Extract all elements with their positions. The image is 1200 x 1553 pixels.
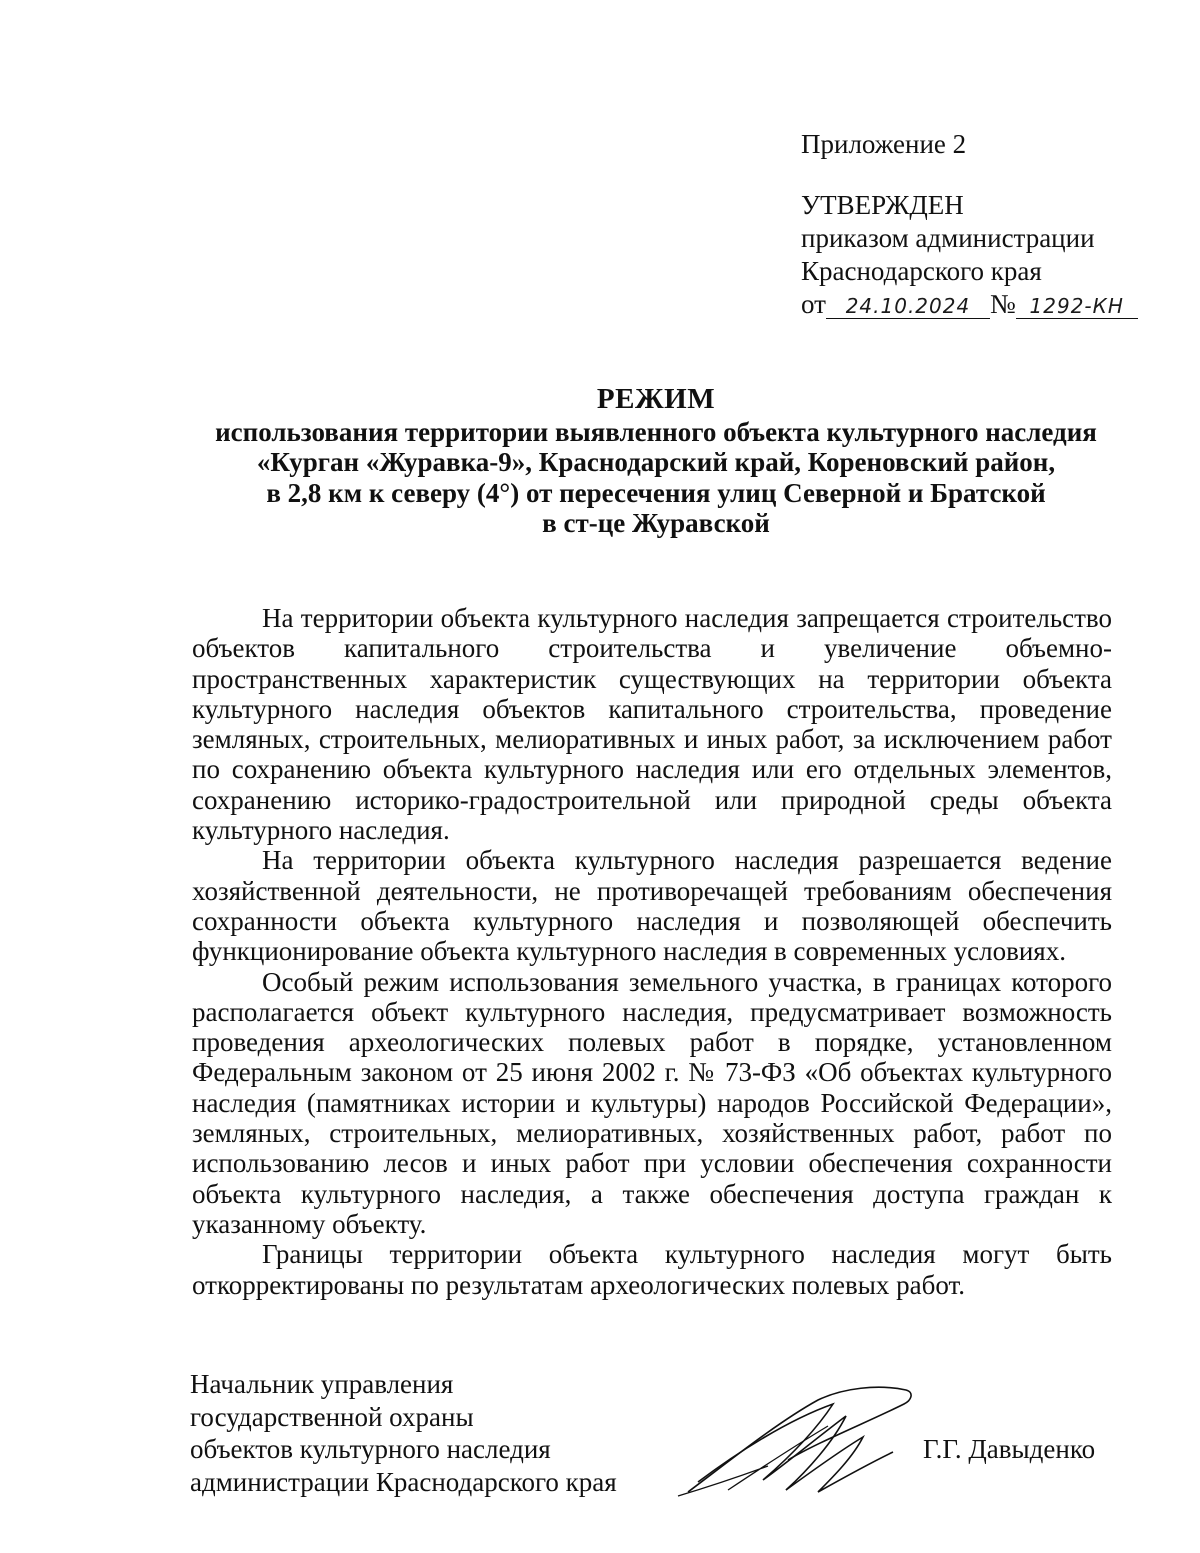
- approval-stamp-block: [801, 128, 1161, 321]
- paragraph-boundaries: Границы территории объекта культурного наследия могут быть откорректированы по результатам археологических полевых работ.: [192, 1239, 1112, 1300]
- order-date-number-line: [801, 288, 1161, 321]
- paragraph-prohibitions: На территории объекта культурного наследия запрещается строительство объектов капитального строительства и увеличение объемно-пространственных характеристик существующих на территории объекта культурного наследия объектов капитального строительства, проведение земляных, строительных, мелиоративных и иных работ, за исключением работ по сохранению объекта культурного наследия или его отдельных элементов, сохранению историко-градостроительной или природной среды объекта культурного наследия.: [192, 603, 1112, 846]
- number-label: №: [989, 289, 1016, 319]
- document-title-block: [150, 384, 1162, 539]
- signatory-position: [190, 1368, 617, 1498]
- paragraph-special-regime: Особый режим использования земельного участка, в границах которого располагается объект культурного наследия, предусматривает возможность проведения археологических полевых работ в порядке, установленном Федеральным законом от 25 июня 2002 г. № 73-ФЗ «Об объектах культурного наследия (памятниках истории и культуры) народов Российской Федерации», земляных, строительных, мелиоративных, хозяйственных работ, работ по использованию лесов и иных работ при условии обеспечения сохранности объекта культурного наследия, а также обеспечения доступа граждан к указанному объекту.: [192, 966, 1112, 1239]
- signatory-line-1: Начальник управления: [190, 1369, 454, 1399]
- title-line-4: в ст-це Журавской: [542, 508, 770, 538]
- signatory-line-3: объектов культурного наследия: [190, 1434, 551, 1464]
- document-body: [192, 603, 1112, 1300]
- order-line-1: приказом администрации: [801, 223, 1095, 253]
- order-date-handwritten: 24.10.2024: [826, 294, 990, 319]
- title-line-1: использования территории выявленного объекта культурного наследия: [215, 416, 1097, 447]
- approved-label: УТВЕРЖДЕН: [801, 190, 964, 220]
- from-label: от: [801, 289, 826, 319]
- title-line-2: «Курган «Журавка-9», Краснодарский край, Кореновский район,: [256, 447, 1056, 477]
- signatory-line-2: государственной охраны: [190, 1401, 474, 1432]
- signatory-line-4: администрации Краснодарского края: [190, 1466, 617, 1497]
- handwritten-signature: [668, 1382, 928, 1502]
- order-line-2: Краснодарского края: [801, 256, 1042, 286]
- paragraph-permitted-activity: На территории объекта культурного наследия разрешается ведение хозяйственной деятельности, не противоречащей требованиям обеспечения сохранности объекта культурного наследия и позволяющей обеспечить функционирование объекта культурного наследия в современных условиях.: [192, 845, 1112, 967]
- appendix-label: Приложение 2: [801, 129, 967, 159]
- signatory-name: Г.Г. Давыденко: [923, 1434, 1096, 1464]
- order-number-handwritten: 1292-КН: [1016, 294, 1138, 319]
- title-line-3: в 2,8 км к северу (4°) от пересечения улиц Северной и Братской: [266, 477, 1046, 508]
- document-title: РЕЖИМ: [596, 383, 716, 415]
